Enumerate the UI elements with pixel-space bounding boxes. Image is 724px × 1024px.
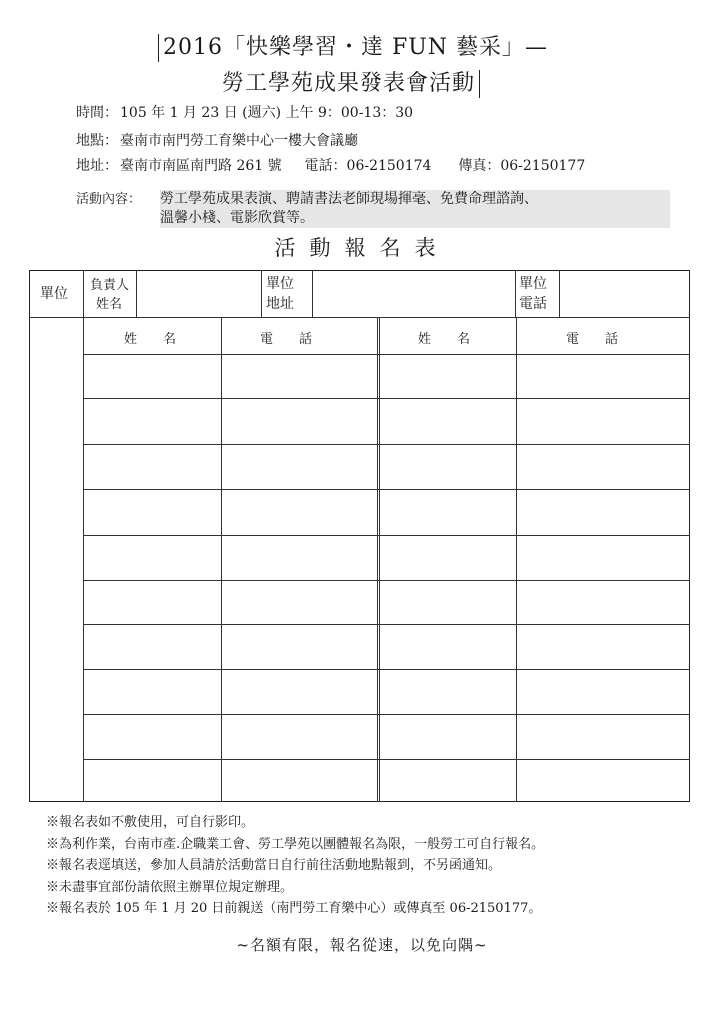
phone-label-bottom: 電話	[519, 296, 547, 312]
row-line	[83, 354, 690, 355]
activity-line-1: 勞工學苑成果表演、聘請書法老師現場揮毫、免費命理諮詢、	[160, 191, 538, 207]
note-item: ※報名表逕填送，參加人員請於活動當日自行前往活動地點報到，不另函通知。	[46, 858, 502, 873]
activity-label: 活動內容：	[76, 192, 142, 207]
activity-content	[160, 190, 670, 228]
col-phone-left: 電話	[260, 332, 339, 347]
unit-phone-field[interactable]	[560, 271, 688, 316]
note-item: ※報名表於 105 年 1 月 20 日前親送（南門勞工育樂中心）或傳真至 06-2150177。	[46, 901, 542, 916]
fax-value: 06-2150177	[500, 158, 586, 174]
row-line	[83, 444, 690, 445]
addr-label-bottom: 地址	[266, 296, 294, 312]
footer-slogan: ~名額有限，報名從速，以免向隅~	[236, 936, 488, 954]
event-address	[76, 157, 585, 175]
row-line	[83, 759, 690, 760]
address-label: 地址：	[76, 158, 118, 174]
addr-label-top: 單位	[266, 276, 294, 292]
place-label: 地點：	[76, 133, 118, 149]
title-line-1: 2016「快樂學習・達 FUN 藝采」—	[158, 34, 548, 62]
registration-form	[29, 270, 690, 802]
activity-line-2: 溫馨小棧、電影欣賞等。	[160, 210, 314, 226]
phone-label-left-divider	[515, 270, 516, 317]
place-value: 臺南市南門勞工育樂中心一樓大會議廳	[120, 133, 358, 149]
name-phone-divider-right	[516, 317, 517, 802]
row-line	[83, 580, 690, 581]
unit-name-field[interactable]	[137, 271, 260, 316]
center-divider-double	[379, 317, 380, 802]
fax-label: 傳真：	[458, 158, 501, 174]
note-item: ※為利作業，台南市產.企職業工會、勞工學苑以團體報名為限，一般勞工可自行報名。	[46, 836, 545, 852]
header-row-divider	[29, 317, 690, 318]
form-title: 活動報名表	[274, 236, 450, 260]
center-divider	[377, 317, 378, 802]
event-place	[76, 132, 358, 150]
person-label-top: 負責人	[90, 278, 130, 293]
unit-address-field[interactable]	[313, 271, 514, 316]
title-line-2: 勞工學苑成果發表會活動	[222, 70, 480, 98]
time-value: 105 年 1 月 23 日 (週六) 上午 9：00-13：30	[120, 105, 414, 121]
phone-label: 電話：	[304, 158, 347, 174]
row-line	[83, 624, 690, 625]
time-label: 時間：	[76, 105, 118, 121]
addr-label-left-divider	[261, 270, 262, 317]
unit-label: 單位	[40, 286, 68, 302]
event-time	[76, 104, 413, 122]
row-line	[83, 535, 690, 536]
phone-value: 06-2150174	[346, 158, 432, 174]
col-name-right: 姓名	[418, 332, 497, 347]
row-line	[83, 398, 690, 399]
name-phone-divider-left	[221, 317, 222, 802]
col-name-left: 姓名	[124, 332, 203, 347]
col-phone-right: 電話	[566, 332, 645, 347]
person-label-bottom: 姓名	[96, 297, 123, 312]
row-line	[83, 714, 690, 715]
row-line	[83, 669, 690, 670]
notes	[46, 812, 544, 920]
address-value: 臺南市南區南門路 261 號	[120, 158, 282, 174]
row-line	[83, 489, 690, 490]
unit-column-divider	[83, 270, 84, 802]
note-item: ※未盡事宜部份請依照主辦單位規定辦理。	[46, 879, 294, 895]
note-item: ※報名表如不敷使用，可自行影印。	[46, 815, 255, 830]
phone-label-top: 單位	[519, 276, 547, 292]
